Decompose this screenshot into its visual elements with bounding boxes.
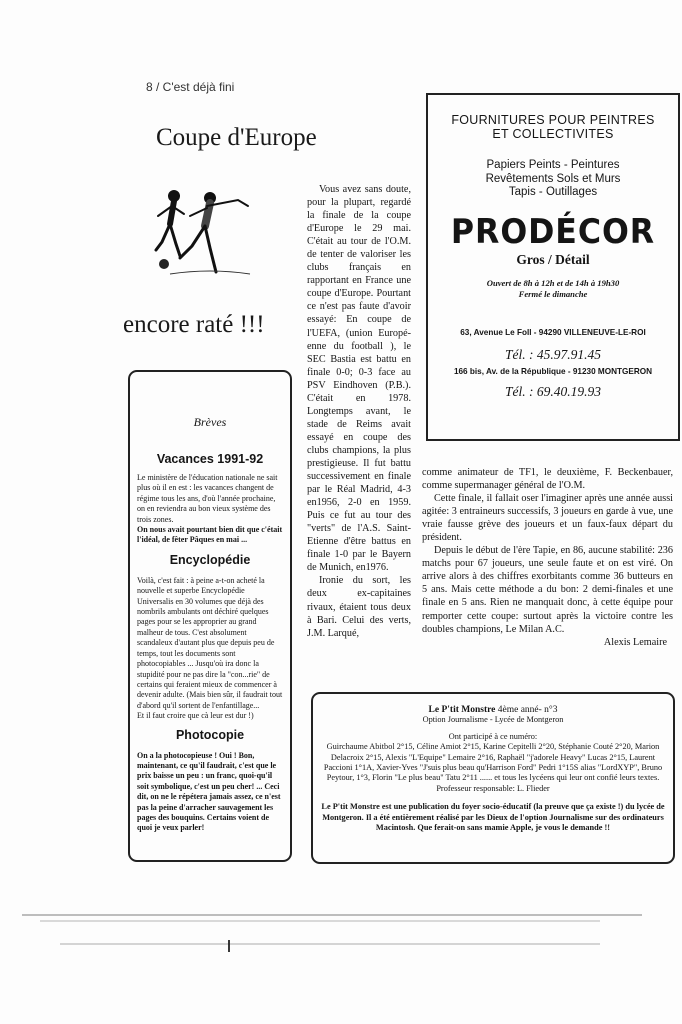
breves-vacances-text: On nous avait pourtant bien dit que c'était l'idéal, de fêter Pâques en mai ... [137, 525, 283, 545]
breves-photocopie-title: Photocopie [175, 727, 245, 742]
page-header: 8 / C'est déjà fini [146, 80, 235, 94]
prodecor-advertisement [426, 93, 680, 441]
article-column-2 [422, 466, 673, 649]
ad-gros-detail: Gros / Détail [516, 251, 590, 267]
ad-heading-line: ET COLLECTIVITES [492, 127, 614, 141]
headline-title: Coupe d'Europe [156, 124, 317, 151]
ptit-monstre-title [319, 705, 667, 715]
ptit-monstre-name: Le P'tit Monstre [428, 705, 496, 715]
ad-hours-line: Fermé le dimanche [518, 288, 588, 299]
participants-list: Guirchaume Abitbol 2°15, Céline Amiot 2°15, Karine Cepitelli 2°20, Stéphanie Couté 2°20, Marion Delacroix 2°15, Alexis "L'Equipe" Lemaire 2°16, Raphaël "j'adorele Heavy" Lucas 2°15, Laurent Paccioni 1°1A, Xavier-Yves "J'suis plus beau qu'Harrison Ford" Pedri 1°15S alias "LordXYP", Bruno Peytour, 1°3, Florin "Le plus beau" Tatu 2°11 ...... et tous les lycéens qui leur ont confié leurs textes. [323, 742, 663, 783]
article-column-1 [307, 183, 411, 640]
breves-header: Brèves [193, 415, 227, 429]
headline-subtitle: encore raté !!! [123, 311, 265, 338]
football-players-illustration [150, 186, 258, 280]
ad-address-1: 63, Avenue Le Foll - 94290 VILLENEUVE-LE-ROI [460, 327, 646, 337]
ad-brand-logo: PRODÉCOR [450, 211, 656, 252]
ad-product-line: Revêtements Sols et Murs [485, 172, 621, 185]
ad-hours-line: Ouvert de 8h à 12h et de 14h à 19h30 [486, 277, 620, 288]
article-paragraph: Cette finale, il fallait oser l'imaginer après une année aussi agitée: 3 entraineurs successifs, 3 joueurs en garde à vue, une vraie fausse grève des joueurs et un faux-faux départ du président. [422, 493, 673, 544]
article-paragraph: Ironie du sort, les deux ex-capitaines rivaux, étaient tous deux à Bari. Celui des verts, J.M. Larqué, [307, 575, 411, 639]
ptit-monstre-credits [311, 692, 675, 864]
participants-intro: Ont participé à ce numéro: [448, 731, 538, 741]
breves-encyclopedie-text: Voilà, c'est fait : à peine a-t-on acheté la nouvelle et superbe Encyclopédie Universalis en 30 volumes que déjà des nombrils ambulants ont déchiré quelques pages pour se les approprier au grand malheur de tous. C'est absolument scandaleux d'autant plus que depuis peu de temps, tout les documents sont photocopiables ... Jusqu'où ira donc la stupidité pour ne pas dire la "con...rie" de certains qui feraient mieux de commencer à devenir adulte. (Mais bien sûr, il faudrait tout d'abord qu'il sortent de l'enfantillage... [137, 575, 283, 710]
ad-phone-1: Tél. : 45.97.91.45 [505, 346, 601, 362]
breves-photocopie-text: On a la photocopieuse ! Oui ! Bon, maintenant, ce qu'il faudrait, c'est que le prix baisse un peu : un franc, quoi-qu'il soit symbolique, c'est un peu cher! ... Ceci dit, on ne le répétera jamais assez, ce n'est pas la peine d'arracher sauvagement les pages des bouquins. Certains voient de quoi je veux parler! [137, 750, 281, 833]
article-paragraph: Depuis le début de l'ère Tapie, en 86, aucune stabilité: 236 matchs pour 67 joueurs, une seule faute et on est viré. On arrive alors à des chiffres exorbitants comme 36 butteurs en 5 ans. Mais cette méthode a du bon: 2 demi-finales et une finale en 5 ans. Rien ne manquait donc, à cette équipe pour remporter cette coupe: surtout après la victoire contre les doubles champions, Le Milan A.C. [422, 545, 673, 635]
ptit-monstre-option: Option Journalisme - Lycée de Montgeron [422, 715, 564, 725]
ad-heading [428, 113, 678, 141]
ad-product-line: Tapis - Outillages [508, 186, 598, 198]
ad-heading-line: FOURNITURES POUR PEINTRES [451, 113, 655, 127]
breves-vacances-title: Vacances 1991-92 [156, 452, 264, 466]
publication-note: Le P'tit Monstre est une publication du foyer socio-éducatif (la preuve que ça existe !) du lycée de Montgeron. Il a été entièrement réalisé par les Dieux de l'option Journalisme sur des ordinateurs Macintosh. Que ferait-on sans mamie Apple, je vous le demande !! [321, 802, 665, 833]
professor: Professeur responsable: L. Flieder [436, 783, 550, 793]
breves-encyclopedie-title: Encyclopédie [169, 552, 251, 567]
breves-vacances-text: Le ministère de l'éducation nationale ne sait plus où il en est : les vacances changent de régime tous les ans, d'où l'année prochaine, on en reviendra au bon vieux système des trois zones. [137, 473, 278, 524]
ptit-monstre-issue: 4ème anné- n°3 [495, 705, 558, 715]
breves-box [128, 370, 292, 862]
ad-phone-2: Tél. : 69.40.19.93 [505, 383, 601, 399]
scan-artifacts [0, 900, 682, 960]
ad-hours [428, 278, 678, 300]
article-paragraph: Vous avez sans doute, pour la plupart, regardé la finale de la coupe d'Europe le 29 mai. C'était au tour de l'O.M. de tenter de valoriser les clubs français en rapportant en France une coupe d'Europe. Pourtant ce n'est pas faute d'avoir essayé: En coupe de l'UEFA, (union Europé- enne du football ), le SEC Bastia est battu en finale 0-0; 0-3 face au PSV Eindhoven (P.B.). C'était en 1978. Longtemps avant, le stade de Reims avait essayé en coupe des clubs champions, la plus prestigieuse. Il fut battu successivement en finale par le Réal Madrid, 4-3 en1956, 2-0 en 1959. Puis ce fut au tour des "verts" de l'A.S. Saint-Etienne d'être battus en finale 1-0 par le Bayern de Munich, en1976. [307, 184, 411, 574]
article-author: Alexis Lemaire [603, 636, 667, 648]
article-paragraph: comme animateur de TF1, le deuxième, F. Beckenbauer, comme supermanager général de l'O.M. [422, 467, 673, 492]
breves-encyclopedie-text: Et il faut croire que cà leur est dur !) [137, 711, 254, 721]
ad-address-2: 166 bis, Av. de la République - 91230 MONTGERON [453, 366, 653, 376]
ad-products [428, 159, 678, 200]
ad-product-line: Papiers Peints - Peintures [486, 159, 620, 171]
